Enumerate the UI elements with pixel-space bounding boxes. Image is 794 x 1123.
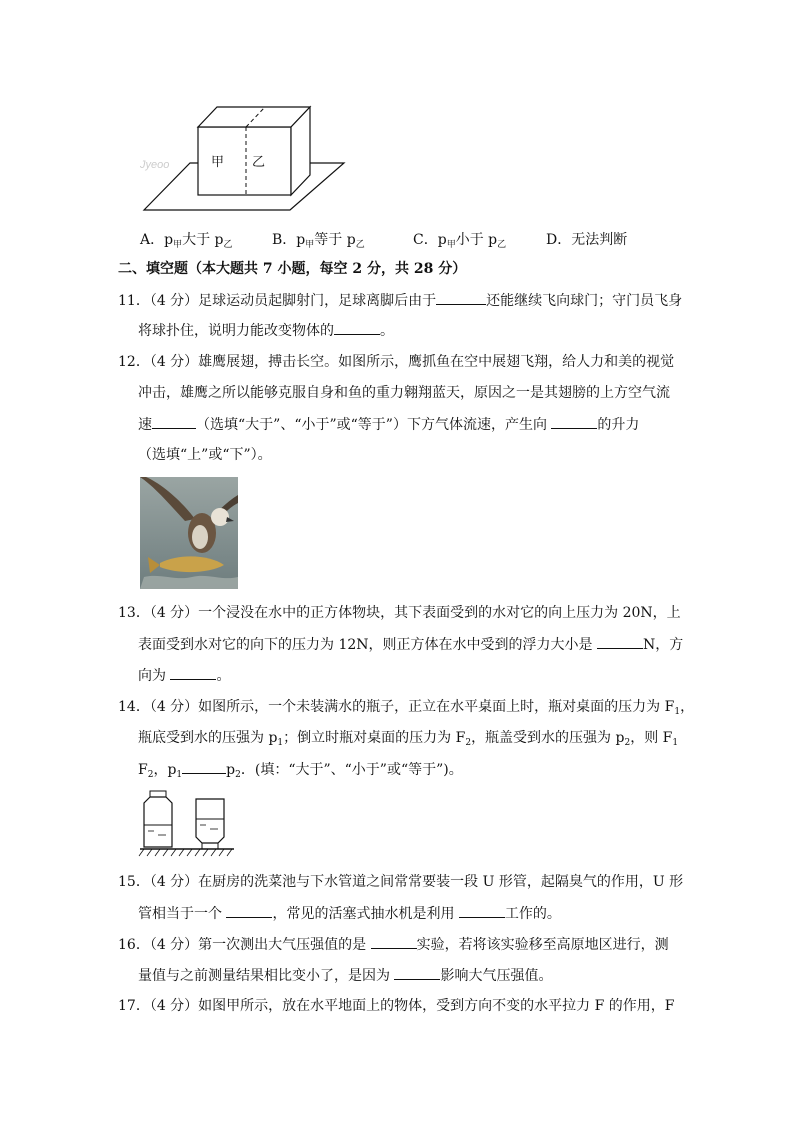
q14-line2: 瓶底受到水的压强为 $p_1$；倒立时瓶对桌面的压力为 $F_2$，瓶盖受到水的压强为 $p_2$，则 $F_1$ [138, 730, 679, 748]
bottle-inverted [196, 799, 224, 843]
bottle-cap-inverted [202, 843, 218, 849]
q12-line4: （选填“上”或“下”）。 [138, 447, 272, 463]
bottle-upright [144, 797, 172, 847]
option-c[interactable]: C．$p_甲$小于 $p_乙$ [413, 232, 507, 250]
q14-line1: 14．（4 分）如图所示，一个未装满水的瓶子，正立在水平桌面上时，瓶对桌面的压力为 $F_1$， [118, 699, 695, 717]
q12-line1: 12．（4 分）雄鹰展翅，搏击长空。如图所示，鹰抓鱼在空中展翅飞翔，给人力和美的视觉 [118, 354, 675, 370]
eagle-fish-photo [140, 477, 238, 589]
answer-blank[interactable] [436, 290, 486, 305]
answer-blank[interactable] [226, 903, 272, 918]
answer-blank[interactable] [394, 965, 440, 980]
q15-line2: 管相当于一个 ，常见的活塞式抽水机是利用 工作的。 [138, 903, 561, 924]
q13-line1: 13．（4 分）一个浸没在水中的正方体物块，其下表面受到的水对它的向上压力为 20N，上 [118, 605, 681, 621]
eagle-chest [192, 525, 208, 549]
answer-blank[interactable] [597, 634, 643, 649]
answer-blank[interactable] [152, 414, 196, 429]
q11-line1: 11．（4 分）足球运动员起脚射门，足球离脚后由于 还能继续飞向球门；守门员飞身 [118, 290, 682, 311]
label-yi: 乙 [252, 155, 266, 170]
option-a[interactable]: A．$p_甲$大于 $p_乙$ [140, 232, 233, 250]
answer-blank[interactable] [551, 414, 597, 429]
bottle-cap-upright [150, 791, 166, 797]
q12-line2: 冲击，雄鹰之所以能够克服自身和鱼的重力翱翔蓝天，原因之一是其翅膀的上方空气流 [138, 385, 670, 401]
q11-line2: 将球扑住，说明力能改变物体的 。 [138, 320, 394, 341]
answer-blank[interactable] [334, 320, 380, 335]
bottles-figure [138, 789, 236, 859]
answer-blank[interactable] [459, 903, 505, 918]
label-jia: 甲 [211, 155, 225, 170]
section-title: 二、填空题（本大题共 7 小题，每空 2 分，共 28 分） [118, 261, 467, 277]
q16-line2: 量值与之前测量结果相比变小了，是因为 影响大气压强值。 [138, 965, 552, 986]
q15-line1: 15．（4 分）在厨房的洗菜池与下水管道之间常常要装一段 U 形管，起隔臭气的作用，U 形 [118, 874, 684, 890]
cube-on-plane-figure [130, 96, 350, 218]
q17-line1: 17．（4 分）如图甲所示，放在水平地面上的物体，受到方向不变的水平拉力 F 的作用，F [118, 998, 675, 1014]
answer-blank[interactable] [182, 759, 226, 774]
q14-line3: $F_2$，$p_1$ $p_2$．(填：“大于”、“小于”或“等于”)。 [138, 759, 463, 785]
option-d[interactable]: D．无法判断 [546, 232, 628, 248]
q13-line2: 表面受到水对它的向下的压力为 12N，则正方体在水中受到的浮力大小是 N，方 [138, 634, 683, 655]
q13-line3: 向为 。 [138, 665, 230, 686]
answer-blank[interactable] [170, 665, 216, 680]
q16-line1: 16．（4 分）第一次测出大气压强值的是 实验，若将该实验移至高原地区进行，测 [118, 934, 669, 955]
watermark: Jyeoo [140, 159, 170, 171]
eagle-head [211, 508, 229, 526]
q12-line3: 速 （选填“大于”、“小于”或“等于”）下方气体流速，产生向 的升力 [138, 414, 639, 435]
answer-blank[interactable] [371, 934, 417, 949]
option-b[interactable]: B．$p_甲$等于 $p_乙$ [272, 232, 365, 250]
